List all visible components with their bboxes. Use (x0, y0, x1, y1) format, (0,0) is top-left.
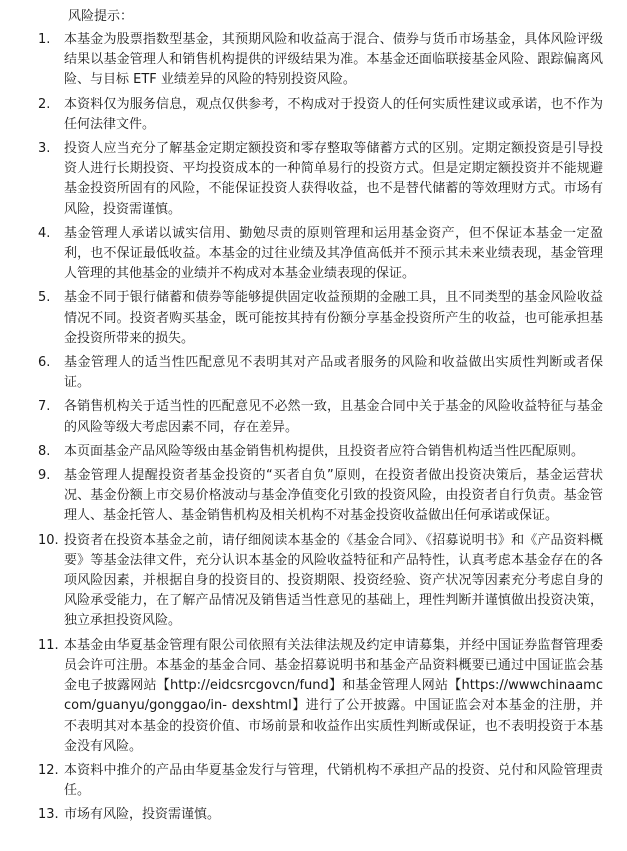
risk-item-number: 3. (38, 141, 51, 157)
risk-item-text: 基金不同于银行储蓄和债券等能够提供固定收益预期的金融工具，且不同类型的基金风险收益情况不同。投资者购买基金，既可能按其持有份额分享基金投资所产生的收益，也可能承担基金投资所带来的损失。 (64, 290, 603, 346)
risk-item-13 (0, 805, 627, 825)
risk-item-5 (0, 288, 627, 349)
risk-item-number: 9. (38, 468, 51, 484)
risk-item-text: 基金管理人提醒投资者基金投资的“买者自负”原则，在投资者做出投资决策后，基金运营状况、基金份额上市交易价格波动与基金净值变化引致的投资风险，由投资者自行负责。基金管理人、基金托管人、基金销售机构及相关机构不对基金投资收益做出任何承诺或保证。 (64, 468, 603, 524)
risk-heading: 风险提示： (68, 9, 134, 24)
risk-item-number: 10. (38, 532, 59, 548)
risk-item-text: 本基金由华夏基金管理有限公司依照有关法律法规及约定申请募集，并经中国证券监督管理委员会许可注册。本基金的基金合同、基金招募说明书和基金产品资料概要已通过中国证监会基金电子披露网站【http://eidcsrcgovcn/fund】和基金管理人网站【https://wwwchinaamccom/guanyu/gonggao/in- dexshtml】进行了公开披露。中国证监会对本基金的注册，并不表明其对本基金的投资价值、市场前景和收益作出实质性判断或保证，也不表明投资于本基金没有风险。 (64, 637, 603, 754)
risk-item-text: 投资人应当充分了解基金定期定额投资和零存整取等储蓄方式的区别。定期定额投资是引导投资人进行长期投资、平均投资成本的一种简单易行的投资方式。但是定期定额投资并不能规避基金投资所固有的风险，不能保证投资人获得收益，也不是替代储蓄的等效理财方式。市场有风险，投资需谨慎。 (64, 141, 603, 217)
risk-item-number: 12. (38, 762, 59, 778)
risk-item-text: 基金管理人的适当性匹配意见不表明其对产品或者服务的风险和收益做出实质性判断或者保证。 (64, 355, 603, 391)
risk-item-text: 本资料仅为服务信息，观点仅供参考，不构成对于投资人的任何实质性建议或承诺，也不作为任何法律文件。 (64, 96, 603, 132)
risk-item-number: 7. (38, 399, 51, 415)
risk-item-number: 2. (38, 96, 51, 112)
risk-item-number: 5. (38, 290, 51, 306)
risk-item-12 (0, 761, 627, 801)
risk-item-number: 11. (38, 637, 59, 653)
risk-item-3 (0, 139, 627, 220)
risk-item-number: 1. (38, 32, 51, 47)
risk-item-text: 市场有风险，投资需谨慎。 (64, 807, 221, 823)
risk-item-number: 8. (38, 443, 51, 459)
risk-item-text: 本基金为股票指数型基金，其预期风险和收益高于混合、债券与货币市场基金，具体风险评级结果以基金管理人和销售机构提供的评级结果为准。本基金还面临联接基金风险、跟踪偏离风险、与目标 ETF 业绩差异的风险的特别投资风险。 (64, 32, 603, 88)
risk-item-text: 各销售机构关于适当性的匹配意见不必然一致，且基金合同中关于基金的风险收益特征与基金的风险等级大考虑因素不同，存在差异。 (64, 399, 603, 435)
risk-item-8 (0, 442, 627, 462)
risk-item-number: 4. (38, 225, 51, 241)
risk-item-number: 13. (38, 807, 59, 823)
risk-item-4 (0, 224, 627, 285)
risk-item-9 (0, 466, 627, 527)
risk-item-7 (0, 397, 627, 437)
risk-item-10 (0, 531, 627, 632)
risk-item-text: 投资者在投资本基金之前，请仔细阅读本基金的《基金合同》、《招募说明书》和《产品资料概要》等基金法律文件，充分认识本基金的风险收益特征和产品特性，认真考虑本基金存在的各项风险因素，并根据自身的投资目的、投资期限、投资经验、资产状况等因素充分考虑自身的风险承受能力，在了解产品情况及销售适当性意见的基础上，理性判断并谨慎做出投资决策，独立承担投资风险。 (64, 532, 603, 629)
risk-item-text: 基金管理人承诺以诚实信用、勤勉尽责的原则管理和运用基金资产，但不保证本基金一定盈利，也不保证最低收益。本基金的过往业绩及其净值高低并不预示其未来业绩表现，基金管理人管理的其他基金的业绩并不构成对本基金业绩表现的保证。 (64, 225, 603, 282)
risk-item-text: 本资料中推介的产品由华夏基金发行与管理，代销机构不承担产品的投资、兑付和风险管理责任。 (64, 762, 603, 799)
risk-item-6 (0, 353, 627, 393)
risk-item-11 (0, 636, 627, 757)
risk-item-text: 本页面基金产品风险等级由基金销售机构提供，且投资者应符合销售机构适当性匹配原则。 (64, 443, 585, 459)
risk-item-2 (0, 95, 627, 135)
risk-list (0, 30, 627, 830)
risk-item-number: 6. (38, 355, 51, 371)
risk-item-1 (0, 30, 627, 91)
